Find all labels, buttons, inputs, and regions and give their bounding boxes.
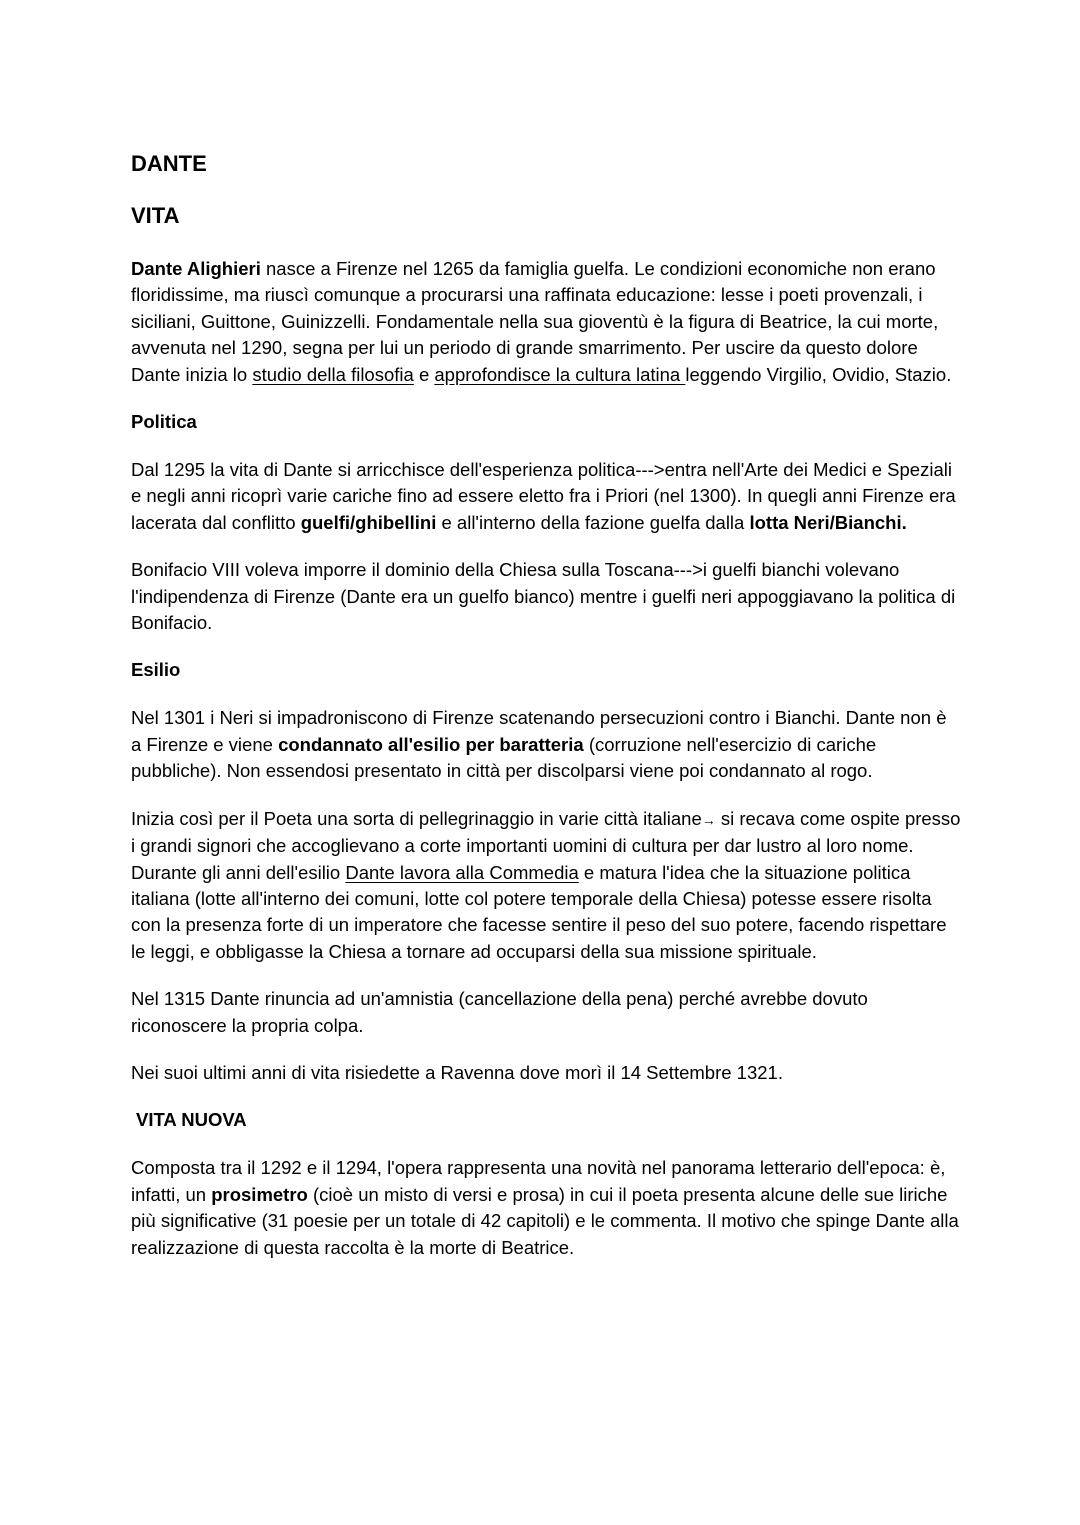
vita-nuova-bold-prosimetro: prosimetro — [211, 1183, 308, 1205]
document-title: DANTE — [131, 151, 207, 176]
vita-nuova-paragraph-1 — [131, 1155, 961, 1261]
esilio-text-3: Inizia così per il Poeta una sorta di pellegrinaggio in varie città italiane — [131, 807, 702, 829]
esilio-paragraph-4: Nei suoi ultimi anni di vita risiedette a Ravenna dove morì il 14 Settembre 1321. — [131, 1061, 783, 1083]
document-page — [131, 150, 961, 1261]
section-title-vita: VITA — [131, 203, 180, 228]
politica-bold-guelfi: guelfi/ghibellini — [300, 511, 437, 533]
politica-bold-lotta: lotta Neri/Bianchi. — [749, 511, 907, 533]
link-studio-filosofia: studio della filosofia — [252, 363, 414, 385]
section-heading-vita-nuova: VITA NUOVA — [136, 1109, 247, 1131]
politica-paragraph-1 — [131, 457, 961, 536]
esilio-paragraph-2 — [131, 806, 961, 965]
vita-paragraph-1 — [131, 256, 961, 388]
esilio-text-5: e matura l'idea che la situazione politica italiana (lotte all'interno dei comuni, lotte col potere temporale della Chiesa) potesse essere risolta con la presenza forte di un imperatore che facesse sentire il peso del suo potere, facendo rispettare le leggi, e obbligasse la Chiesa a tornare ad occuparsi della sua missione spirituale. — [131, 861, 947, 962]
section-heading-esilio: Esilio — [131, 659, 181, 681]
arrow-icon: → — [701, 811, 716, 828]
section-heading-politica: Politica — [131, 411, 197, 433]
vita-nuova-text-1: Composta tra il 1292 e il 1294, l'opera rappresenta una novità nel panorama letterario dell'epoca: è, infatti, un — [131, 1157, 946, 1205]
vita-text-1: nasce a Firenze nel 1265 da famiglia guelfa. Le condizioni economiche non erano floridissime, ma riuscì comunque a procurarsi una raffinata educazione: lesse i poeti provenzali, i siciliani, Guittone, Guinizzelli. Fondamentale nella sua gioventù è la figura di Beatrice, la cui morte, avvenuta nel 1290, segna per lui un periodo di grande smarrimento. Per uscire da questo dolore Dante inizia lo — [131, 258, 939, 385]
dante-name: Dante Alighieri — [131, 258, 261, 279]
esilio-text-2: (corruzione nell'esercizio di cariche pubbliche). Non essendosi presentato in città per discolparsi viene poi condannato al rogo. — [131, 733, 877, 782]
vita-nuova-text-2: (cioè un misto di versi e prosa) in cui il poeta presenta alcune delle sue liriche più significative (31 poesie per un totale di 42 capitoli) e le commenta. Il motivo che spinge Dante alla realizzazione di questa raccolta è la morte di Beatrice. — [131, 1183, 959, 1258]
link-commedia: Dante lavora alla Commedia — [345, 861, 579, 883]
politica-text-2: e all'interno della fazione guelfa dalla — [436, 511, 750, 533]
esilio-text-1: Nel 1301 i Neri si impadroniscono di Firenze scatenando persecuzioni contro i Bianchi. Dante non è a Firenze e viene — [131, 707, 947, 755]
esilio-paragraph-3: Nel 1315 Dante rinuncia ad un'amnistia (cancellazione della pena) perché avrebbe dovuto riconoscere la propria colpa. — [131, 988, 868, 1036]
vita-text-2: e — [413, 363, 435, 385]
esilio-bold-condannato: condannato all'esilio per baratteria — [278, 733, 584, 755]
politica-paragraph-2: Bonifacio VIII voleva imporre il dominio della Chiesa sulla Toscana--->i guelfi bianchi volevano l'indipendenza di Firenze (Dante era un guelfo bianco) mentre i guelfi neri appoggiavano la politica di Bonifacio. — [131, 559, 956, 634]
esilio-paragraph-1 — [131, 705, 961, 784]
vita-text-3: leggendo Virgilio, Ovidio, Stazio. — [685, 363, 952, 385]
esilio-text-4: si recava come ospite presso i grandi signori che accoglievano a corte importanti uomini di cultura per dar lustro al loro nome. Durante gli anni dell'esilio — [131, 807, 961, 883]
politica-text-1: Dal 1295 la vita di Dante si arricchisce dell'esperienza politica--->entra nell'Arte dei Medici e Speziali e negli anni ricoprì varie cariche fino ad essere eletto fra i Priori (nel 1300). In quegli anni Firenze era lacerata dal conflitto — [131, 459, 956, 533]
link-cultura-latina: approfondisce la cultura latina — [434, 363, 686, 385]
